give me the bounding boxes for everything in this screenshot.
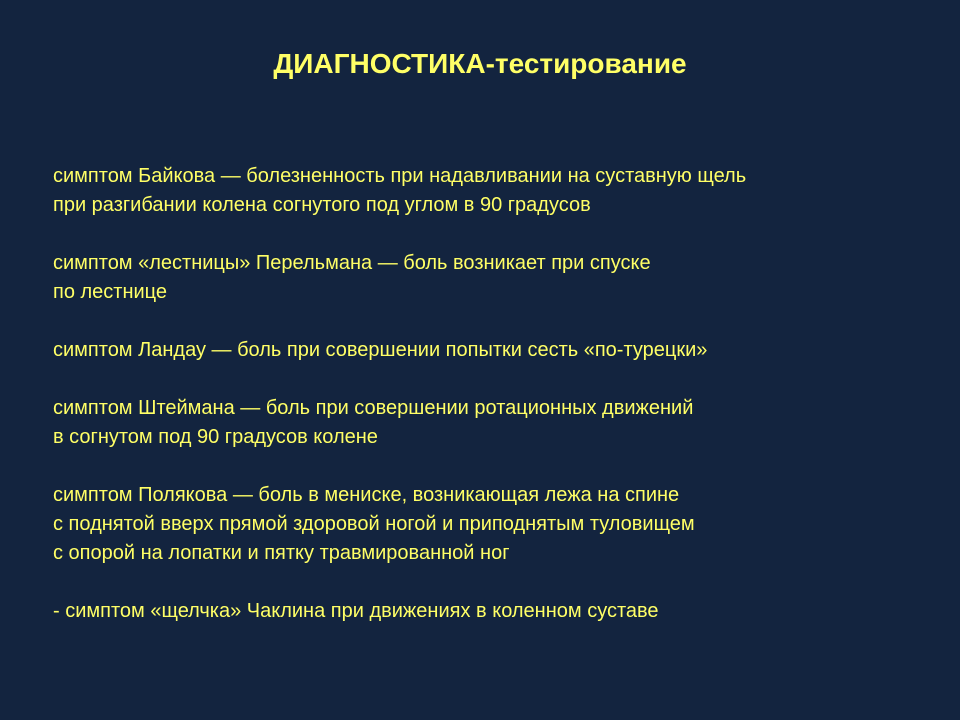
text-line: с опорой на лопатки и пятку травмированной ног bbox=[53, 542, 510, 564]
text-line: симптом Штеймана — боль при совершении ротационных движений bbox=[53, 397, 694, 419]
text-line: при разгибании колена согнутого под углом в 90 градусов bbox=[53, 194, 591, 216]
text-line: симптом Ландау — боль при совершении попытки сесть «по-турецки» bbox=[53, 339, 708, 361]
symptom-baikov bbox=[53, 162, 933, 220]
text-line: симптом Байкова — болезненность при надавливании на суставную щель bbox=[53, 165, 747, 187]
text-line: симптом Полякова — боль в мениске, возникающая лежа на спине bbox=[53, 484, 680, 506]
symptom-perelman bbox=[53, 249, 933, 307]
symptom-landau bbox=[53, 336, 933, 365]
text-line: по лестнице bbox=[53, 281, 168, 303]
slide-title: ДИАГНОСТИКА-тестирование bbox=[273, 48, 687, 79]
text-line: в согнутом под 90 градусов колене bbox=[53, 426, 378, 448]
symptom-steinman bbox=[53, 394, 933, 452]
slide-body bbox=[53, 162, 933, 655]
symptom-polyakov bbox=[53, 481, 933, 568]
text-line: - симптом «щелчка» Чаклина при движениях в коленном суставе bbox=[53, 600, 659, 622]
text-line: с поднятой вверх прямой здоровой ногой и приподнятым туловищем bbox=[53, 513, 695, 535]
symptom-chaklin bbox=[53, 597, 933, 626]
text-line: симптом «лестницы» Перельмана — боль возникает при спуске bbox=[53, 252, 651, 274]
